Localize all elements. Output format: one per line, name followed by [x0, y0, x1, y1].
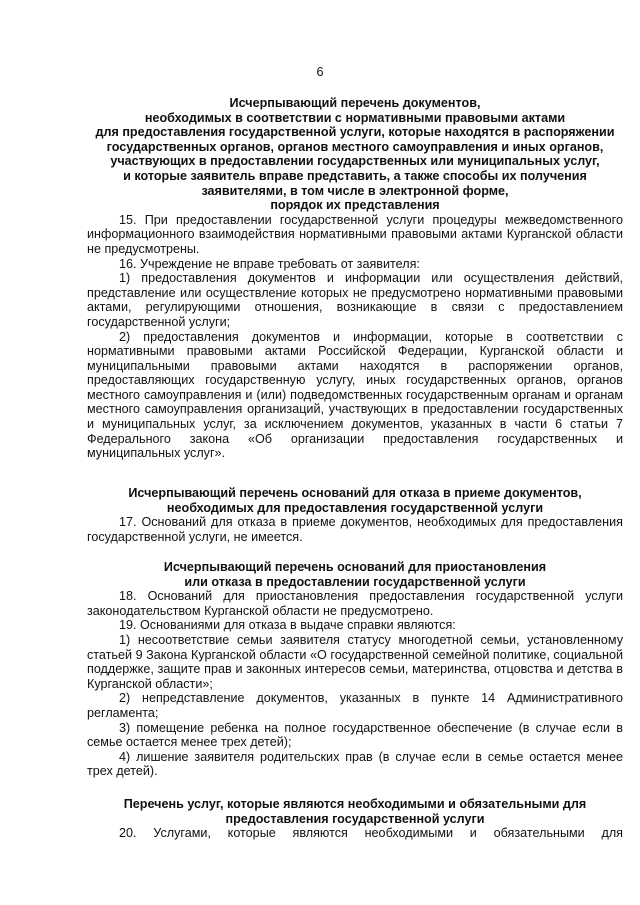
section-refusal-acceptance — [87, 486, 623, 544]
heading-line: Исчерпывающий перечень документов, — [229, 96, 481, 110]
paragraph: 2) предоставления документов и информации, которые в соответствии с нормативными правовыми актами Российской Федерации, Курганской области и муниципальными правовыми актами находятся в распоряжении органов, предоставляющих государственную услугу, иных государственных органов, органов местного самоуправления и (или) подведомственных государственным органам и органам местного самоуправления организаций, участвующих в предоставлении государственных и муниципальных услуг, за исключением документов, указанных в части 6 статьи 7 Федерального закона «Об организации предоставления государственных и муниципальных услуг». — [87, 329, 623, 461]
heading-line: необходимых в соответствии с нормативными правовыми актами — [144, 110, 566, 125]
paragraph: 15. При предоставлении государственной услуги процедуры межведомственного информационного взаимодействия нормативными правовыми актами Курганской области не предусмотрены. — [87, 212, 623, 256]
paragraph: 1) предоставления документов и информации или осуществления действий, представление или осуществление которых не предусмотрено нормативными правовыми актами, регулирующими отношения, возникающие в связи с предоставлением государственной услуги; — [87, 271, 623, 329]
section-heading — [87, 560, 623, 589]
heading-line: порядок их представления — [270, 198, 440, 213]
section-required-services — [87, 797, 623, 841]
paragraph: 2) непредставление документов, указанных в пункте 14 Административного регламента; — [87, 691, 623, 720]
heading-line: для предоставления государственной услуги, которые находятся в распоряжении — [95, 125, 615, 140]
paragraph: 18. Оснований для приостановления предоставления государственной услуги законодательством Курганской области не предусмотрено. — [87, 589, 623, 618]
heading-line: Исчерпывающий перечень оснований для отказа в приеме документов, — [128, 486, 582, 500]
heading-line: или отказа в предоставлении государственной услуги — [184, 574, 526, 589]
section-heading — [87, 96, 623, 213]
paragraph: 19. Основаниями для отказа в выдаче справки являются: — [119, 618, 456, 633]
heading-line: государственных органов, органов местного самоуправления и иных органов, — [106, 139, 604, 154]
heading-line: и которые заявитель вправе представить, а также способы их получения — [123, 168, 587, 183]
paragraph: 20. Услугами, которые являются необходимыми и обязательными для — [119, 826, 623, 841]
section-heading — [87, 486, 623, 515]
section-heading — [87, 797, 623, 826]
section-refusal-service — [87, 560, 623, 779]
heading-line: участвующих в предоставлении государственных или муниципальных услуг, — [110, 154, 600, 169]
paragraph: 1) несоответствие семьи заявителя статусу многодетной семьи, установленному статьей 9 Закона Курганской области «О государственной семейной политике, социальной поддержке, защите прав и законных интересов семьи, материнства, отцовства и детства в Курганской области»; — [87, 632, 623, 691]
heading-line: Исчерпывающий перечень оснований для приостановления — [163, 560, 547, 574]
paragraph: 3) помещение ребенка на полное государственное обеспечение (в случае если в семье остается менее трех детей); — [87, 720, 623, 750]
heading-line: Перечень услуг, которые являются необходимыми и обязательными для — [123, 797, 587, 811]
page-number: 6 — [316, 65, 324, 79]
heading-line: заявителями, в том числе в электронной форме, — [201, 183, 509, 198]
paragraph: 17. Оснований для отказа в приеме документов, необходимых для предоставления государственной услуги, не имеется. — [87, 515, 623, 544]
paragraph: 4) лишение заявителя родительских прав (в случае если в семье остается менее трех детей). — [87, 749, 623, 779]
section-documents-list — [87, 96, 623, 461]
paragraph: 16. Учреждение не вправе требовать от заявителя: — [119, 256, 420, 271]
heading-line: необходимых для предоставления государственной услуги — [166, 500, 544, 515]
heading-line: предоставления государственной услуги — [225, 811, 485, 826]
